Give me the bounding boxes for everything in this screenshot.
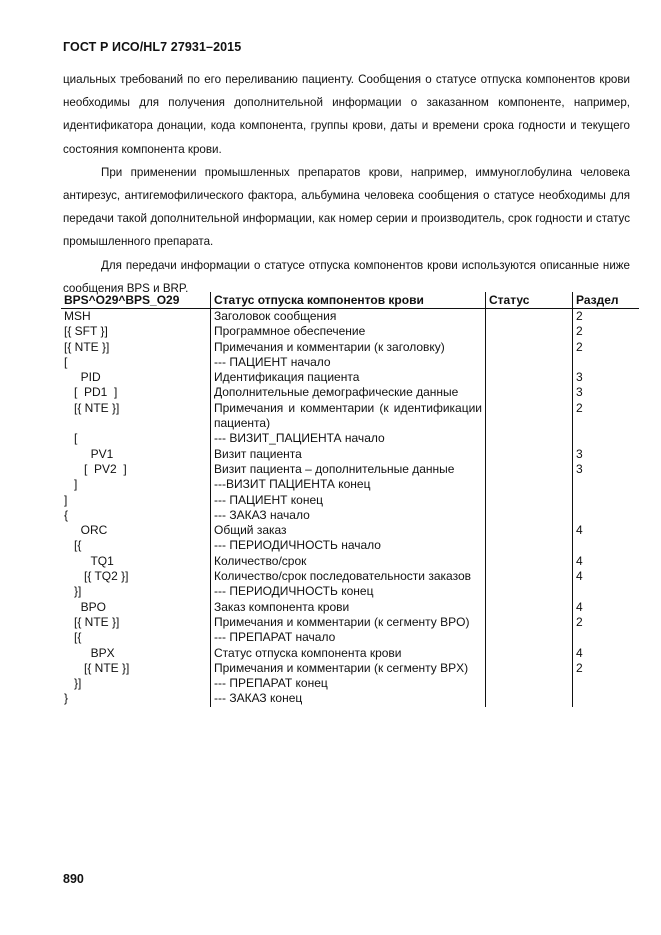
description-cell: Программное обеспечение [211, 324, 486, 339]
segment-cell: PID [64, 370, 101, 385]
status-cell [486, 324, 573, 339]
message-structure-table [61, 292, 639, 707]
table-row [61, 401, 639, 432]
description-cell: Примечания и комментарии (к заголовку) [211, 340, 486, 355]
table-row [61, 493, 639, 508]
table-row [61, 523, 639, 538]
section-cell: 3 [573, 462, 640, 477]
section-cell: 3 [573, 447, 640, 462]
description-cell: --- ПРЕПАРАТ начало [211, 630, 486, 645]
status-cell [486, 630, 573, 645]
section-cell: 4 [573, 600, 640, 615]
section-cell [573, 538, 640, 553]
section-cell: 4 [573, 569, 640, 584]
segment-cell: [{ NTE }] [64, 614, 120, 629]
status-cell [486, 676, 573, 691]
segment-cell: [{ SFT }] [64, 324, 108, 339]
section-cell [573, 508, 640, 523]
status-cell [486, 340, 573, 355]
status-cell [486, 615, 573, 630]
segment-cell: [ [64, 431, 78, 446]
description-cell: Статус отпуска компонента крови [211, 646, 486, 661]
table-row [61, 646, 639, 661]
table-row [61, 462, 639, 477]
table-row [61, 554, 639, 569]
header-status: Статус [486, 292, 573, 309]
paragraph: циальных требований по его переливанию пациенту. Сообщения о статусе отпуска компонентов крови необходимы для получения дополнительной информации о заказанном компоненте, например, идентификатора донации, кода компонента, группы крови, даты и времени срока годности и текущего состояния компонента крови. [63, 73, 630, 156]
section-cell [573, 477, 640, 492]
paragraph: При применении промышленных препаратов крови, например, иммуноглобулина человека антирезус, антигемофилического фактора, альбумина человека сообщения о статусе необходимы для передачи такой дополнительной информации, как номер серии и производитель, срок годности и статус промышленного препарата. [63, 165, 630, 249]
section-cell: 2 [573, 324, 640, 339]
segment-cell: } [64, 691, 69, 706]
section-cell [573, 493, 640, 508]
segment-cell: ] [64, 477, 78, 492]
table-row [61, 370, 639, 385]
segment-cell: ] [64, 492, 68, 507]
table-row [61, 340, 639, 355]
segment-cell: BPX [64, 645, 115, 660]
status-cell [486, 569, 573, 584]
segment-cell: }] [64, 584, 82, 599]
status-cell [486, 508, 573, 523]
status-cell [486, 355, 573, 370]
table-row [61, 508, 639, 523]
status-cell [486, 493, 573, 508]
table-row [61, 309, 639, 325]
description-cell: Примечания и комментарии (к идентификации пациента) [211, 401, 486, 432]
table-row [61, 569, 639, 584]
description-cell: Заголовок сообщения [211, 309, 486, 325]
segment-cell: [{ NTE }] [64, 660, 130, 675]
section-cell [573, 431, 640, 446]
segment-cell: [ [64, 354, 68, 369]
description-cell: --- ВИЗИТ_ПАЦИЕНТА начало [211, 431, 486, 446]
description-cell: Примечания и комментарии (к сегменту BPX) [211, 661, 486, 676]
description-cell: --- ПЕРИОДИЧНОСТЬ начало [211, 538, 486, 553]
section-cell: 2 [573, 309, 640, 325]
segment-cell: MSH [64, 309, 91, 323]
section-cell: 2 [573, 615, 640, 630]
section-cell [573, 676, 640, 691]
description-cell: Примечания и комментарии (к сегменту BPO) [211, 615, 486, 630]
segment-cell: }] [64, 676, 82, 691]
description-cell: Визит пациента [211, 447, 486, 462]
description-cell: Количество/срок [211, 554, 486, 569]
table-row [61, 538, 639, 553]
table-row [61, 324, 639, 339]
description-cell: --- ПАЦИЕНТ начало [211, 355, 486, 370]
status-cell [486, 538, 573, 553]
section-cell: 4 [573, 646, 640, 661]
table-row [61, 600, 639, 615]
description-cell: Дополнительные демографические данные [211, 385, 486, 400]
description-cell: Визит пациента – дополнительные данные [211, 462, 486, 477]
status-cell [486, 431, 573, 446]
table-row [61, 447, 639, 462]
table-row [61, 630, 639, 645]
status-cell [486, 600, 573, 615]
segment-cell: BPO [64, 599, 107, 614]
description-cell: --- ПАЦИЕНТ конец [211, 493, 486, 508]
segment-cell: [{ NTE }] [64, 339, 110, 354]
description-cell: --- ПРЕПАРАТ конец [211, 676, 486, 691]
header-description: Статус отпуска компонентов крови [211, 292, 486, 309]
header-section: Раздел [573, 292, 640, 309]
status-cell [486, 462, 573, 477]
status-cell [486, 523, 573, 538]
section-cell [573, 691, 640, 706]
description-cell: ---ВИЗИТ ПАЦИЕНТА конец [211, 477, 486, 492]
section-cell [573, 630, 640, 645]
description-cell: Заказ компонента крови [211, 600, 486, 615]
status-cell [486, 309, 573, 325]
section-cell: 4 [573, 523, 640, 538]
table-body [61, 309, 639, 707]
section-cell: 4 [573, 554, 640, 569]
table-row [61, 691, 639, 706]
status-cell [486, 477, 573, 492]
segment-cell: [ PV2 ] [64, 461, 127, 476]
status-cell [486, 401, 573, 432]
segment-cell: [ PD1 ] [64, 385, 118, 400]
table-row [61, 385, 639, 400]
segment-cell: [{ [64, 630, 82, 645]
section-cell [573, 355, 640, 370]
section-cell: 2 [573, 340, 640, 355]
table-row [61, 661, 639, 676]
segment-cell: { [64, 507, 69, 522]
paragraph: Для передачи информации о статусе отпуска компонентов крови используются описанные ниже сообщения BPS и BRP. [63, 258, 630, 295]
table-row [61, 676, 639, 691]
table-row [61, 431, 639, 446]
table-row [61, 477, 639, 492]
segment-cell: [{ NTE }] [64, 400, 120, 415]
description-cell: --- ЗАКАЗ начало [211, 508, 486, 523]
section-cell: 3 [573, 370, 640, 385]
body-text [63, 68, 630, 300]
status-cell [486, 661, 573, 676]
section-cell: 2 [573, 401, 640, 432]
status-cell [486, 584, 573, 599]
table-row [61, 355, 639, 370]
description-cell: --- ЗАКАЗ конец [211, 691, 486, 706]
segment-cell: [{ TQ2 }] [64, 569, 129, 584]
header-message-type: BPS^O29^BPS_O29 [61, 292, 211, 309]
table-header-row [61, 292, 639, 309]
status-cell [486, 385, 573, 400]
section-cell: 2 [573, 661, 640, 676]
description-cell: --- ПЕРИОДИЧНОСТЬ конец [211, 584, 486, 599]
status-cell [486, 447, 573, 462]
section-cell: 3 [573, 385, 640, 400]
status-cell [486, 554, 573, 569]
segment-cell: ORC [64, 523, 108, 538]
document-header: ГОСТ Р ИСО/HL7 27931–2015 [63, 40, 242, 54]
table-row [61, 584, 639, 599]
segment-cell: TQ1 [64, 553, 114, 568]
segment-cell: PV1 [64, 446, 114, 461]
segment-cell: [{ [64, 538, 82, 553]
status-cell [486, 691, 573, 706]
description-cell: Идентификация пациента [211, 370, 486, 385]
table-row [61, 615, 639, 630]
status-cell [486, 646, 573, 661]
description-cell: Общий заказ [211, 523, 486, 538]
section-cell [573, 584, 640, 599]
description-cell: Количество/срок последовательности заказов [211, 569, 486, 584]
status-cell [486, 370, 573, 385]
page-number: 890 [63, 872, 84, 886]
